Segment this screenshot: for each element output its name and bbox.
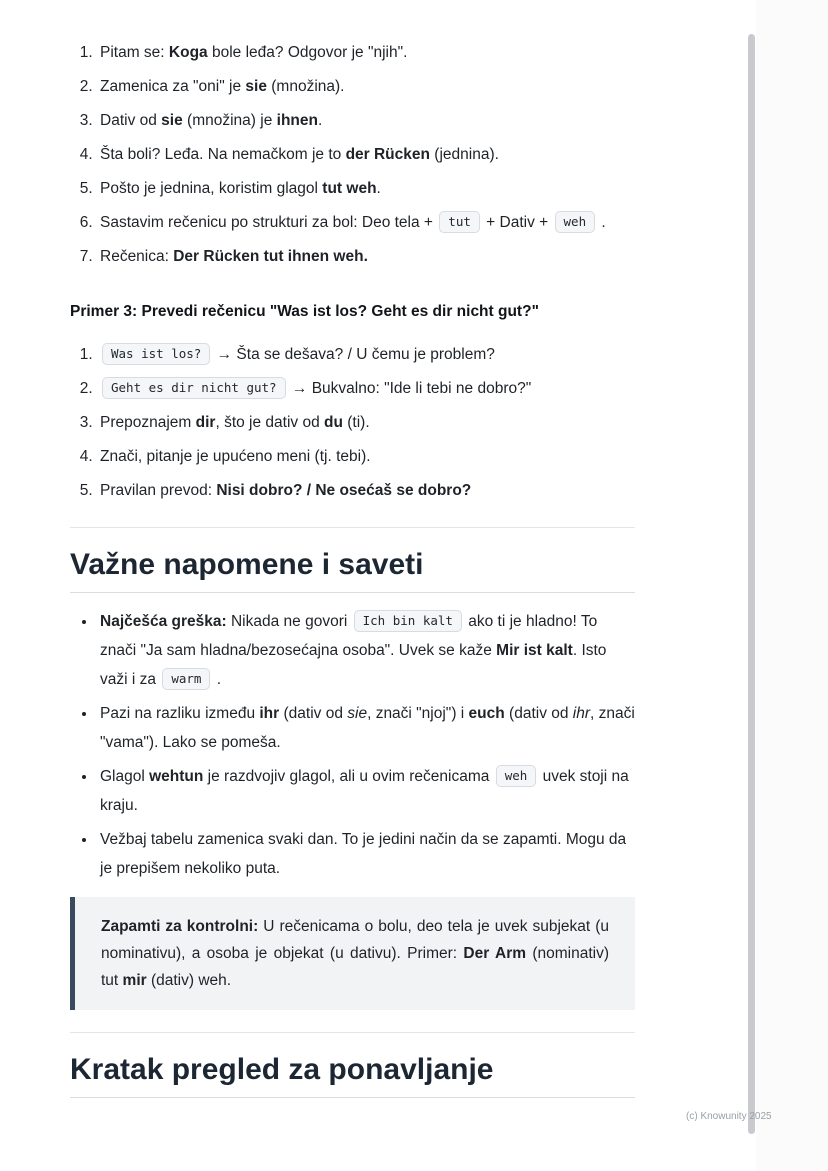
text-run: Zamenica za "oni" je bbox=[100, 78, 246, 95]
inline-code: weh bbox=[555, 211, 596, 233]
section-divider bbox=[70, 1032, 635, 1033]
inline-code: tut bbox=[439, 211, 480, 233]
list-item bbox=[97, 38, 635, 67]
inline-code: Geht es dir nicht gut? bbox=[102, 377, 286, 399]
list-item bbox=[97, 140, 635, 169]
text-run: (dativ od bbox=[279, 705, 348, 722]
text-run: , znači "vama"). Lako se pomeša. bbox=[100, 705, 635, 751]
text-run: → Šta se dešava? / U čemu je problem? bbox=[212, 346, 495, 363]
bold-text: Koga bbox=[168, 44, 208, 61]
list-item bbox=[97, 72, 635, 101]
list-item bbox=[97, 106, 635, 135]
bold-text: tut weh bbox=[322, 180, 377, 197]
tips-list bbox=[70, 607, 635, 883]
text-run: (dativ od bbox=[504, 705, 573, 722]
bold-text: mir bbox=[122, 972, 147, 989]
text-run: (ti). bbox=[342, 414, 370, 431]
bold-text: ihr bbox=[259, 705, 280, 722]
text-run: . bbox=[376, 180, 381, 197]
bold-text: Der Arm bbox=[463, 945, 527, 962]
text-run: Sastavim rečenicu po strukturi za bol: Deo tela + bbox=[100, 214, 438, 231]
text-run: . bbox=[317, 112, 323, 129]
list-item bbox=[97, 340, 635, 369]
text-run: . Isto važi i za bbox=[100, 642, 607, 688]
text-run: uvek stoji na kraju. bbox=[100, 768, 629, 814]
tip-item bbox=[97, 762, 635, 820]
list-item bbox=[97, 476, 635, 505]
text-run: (nominativ) tut bbox=[101, 945, 610, 989]
list-item bbox=[97, 442, 635, 471]
text-run: je razdvojiv glagol, ali u ovim rečenicama bbox=[203, 768, 494, 785]
inline-code: Ich bin kalt bbox=[354, 610, 462, 632]
italic-text: ihr bbox=[572, 705, 591, 722]
list-item bbox=[97, 408, 635, 437]
text-run: Pošto je jednina, koristim glagol bbox=[100, 180, 323, 197]
list-item bbox=[97, 374, 635, 403]
bold-text: ihnen bbox=[276, 112, 318, 129]
tip-item bbox=[97, 607, 635, 694]
text-run: Pazi na razliku između bbox=[100, 705, 260, 722]
text-run: , znači "njoj") i bbox=[367, 705, 469, 722]
text-run: + Dativ + bbox=[481, 214, 553, 231]
bold-text: Najčešća greška: bbox=[100, 613, 227, 630]
document-content bbox=[70, 38, 635, 1098]
text-run: ako ti je hladno! To znači "Ja sam hladna/bezosećajna osoba". Uvek se kaže bbox=[100, 613, 598, 659]
inline-code: warm bbox=[162, 668, 210, 690]
bold-text: du bbox=[324, 414, 343, 431]
text-run: , što je dativ od bbox=[215, 414, 325, 431]
text-run: bole leđa? Odgovor je "njih". bbox=[207, 44, 408, 61]
bold-text: der Rücken bbox=[345, 146, 430, 163]
text-run: Vežbaj tabelu zamenica svaki dan. To je jedini način da se zapamti. Mogu da je prepišem nekoliko puta. bbox=[100, 831, 627, 877]
section-heading-napomene: Važne napomene i saveti bbox=[70, 546, 635, 593]
text-run: Dativ od bbox=[100, 112, 162, 129]
text-run: Nikada ne govori bbox=[226, 613, 352, 630]
tip-item bbox=[97, 825, 635, 883]
text-run: U rečenicama o bolu, deo tela je uvek subjekat (u nominativu), a osoba je objekat (u dativu). Primer: bbox=[101, 918, 609, 962]
scrollbar-thumb[interactable] bbox=[748, 34, 755, 1134]
text-run: Glagol bbox=[100, 768, 150, 785]
text-run: Prepoznajem bbox=[100, 414, 196, 431]
bold-text: Nisi dobro? / Ne osećaš se dobro? bbox=[216, 482, 472, 499]
page-right-gutter bbox=[756, 0, 828, 1171]
callout-zapamti bbox=[70, 897, 635, 1010]
bold-text: Mir ist kalt bbox=[496, 642, 573, 659]
text-run: Rečenica: bbox=[100, 248, 174, 265]
inline-code: Was ist los? bbox=[102, 343, 210, 365]
primer3-steps-list bbox=[70, 340, 635, 505]
bold-text: sie bbox=[161, 112, 183, 129]
list-item bbox=[97, 242, 635, 271]
section-divider bbox=[70, 527, 635, 528]
list-item bbox=[97, 174, 635, 203]
bold-text: dir bbox=[195, 414, 216, 431]
callout-text bbox=[101, 913, 609, 994]
bold-text: Zapamti za kontrolni: bbox=[101, 918, 259, 935]
section-heading-pregled: Kratak pregled za ponavljanje bbox=[70, 1051, 635, 1098]
text-run: . bbox=[212, 671, 222, 688]
text-run: Znači, pitanje je upućeno meni (tj. tebi). bbox=[100, 448, 371, 465]
tip-item bbox=[97, 699, 635, 757]
text-run: (množina). bbox=[266, 78, 345, 95]
text-run: (dativ) weh. bbox=[146, 972, 232, 989]
text-run: (množina) je bbox=[182, 112, 277, 129]
inline-code: weh bbox=[496, 765, 537, 787]
primer3-heading: Primer 3: Prevedi rečenicu "Was ist los? Geht es dir nicht gut?" bbox=[70, 303, 539, 320]
bold-text: Der Rücken tut ihnen weh. bbox=[173, 248, 368, 265]
text-run: . bbox=[597, 214, 606, 231]
list-item bbox=[97, 208, 635, 237]
bold-text: euch bbox=[468, 705, 505, 722]
text-run: → Bukvalno: "Ide li tebi ne dobro?" bbox=[287, 380, 532, 397]
italic-text: sie bbox=[347, 705, 368, 722]
primer2-steps-list bbox=[70, 38, 635, 271]
text-run: Pitam se: bbox=[100, 44, 169, 61]
bold-text: wehtun bbox=[149, 768, 204, 785]
text-run: Šta boli? Leđa. Na nemačkom je to bbox=[100, 146, 346, 163]
bold-text: sie bbox=[245, 78, 267, 95]
watermark: (c) Knowunity 2025 bbox=[686, 1111, 772, 1122]
text-run: (jednina). bbox=[429, 146, 499, 163]
text-run: Pravilan prevod: bbox=[100, 482, 217, 499]
